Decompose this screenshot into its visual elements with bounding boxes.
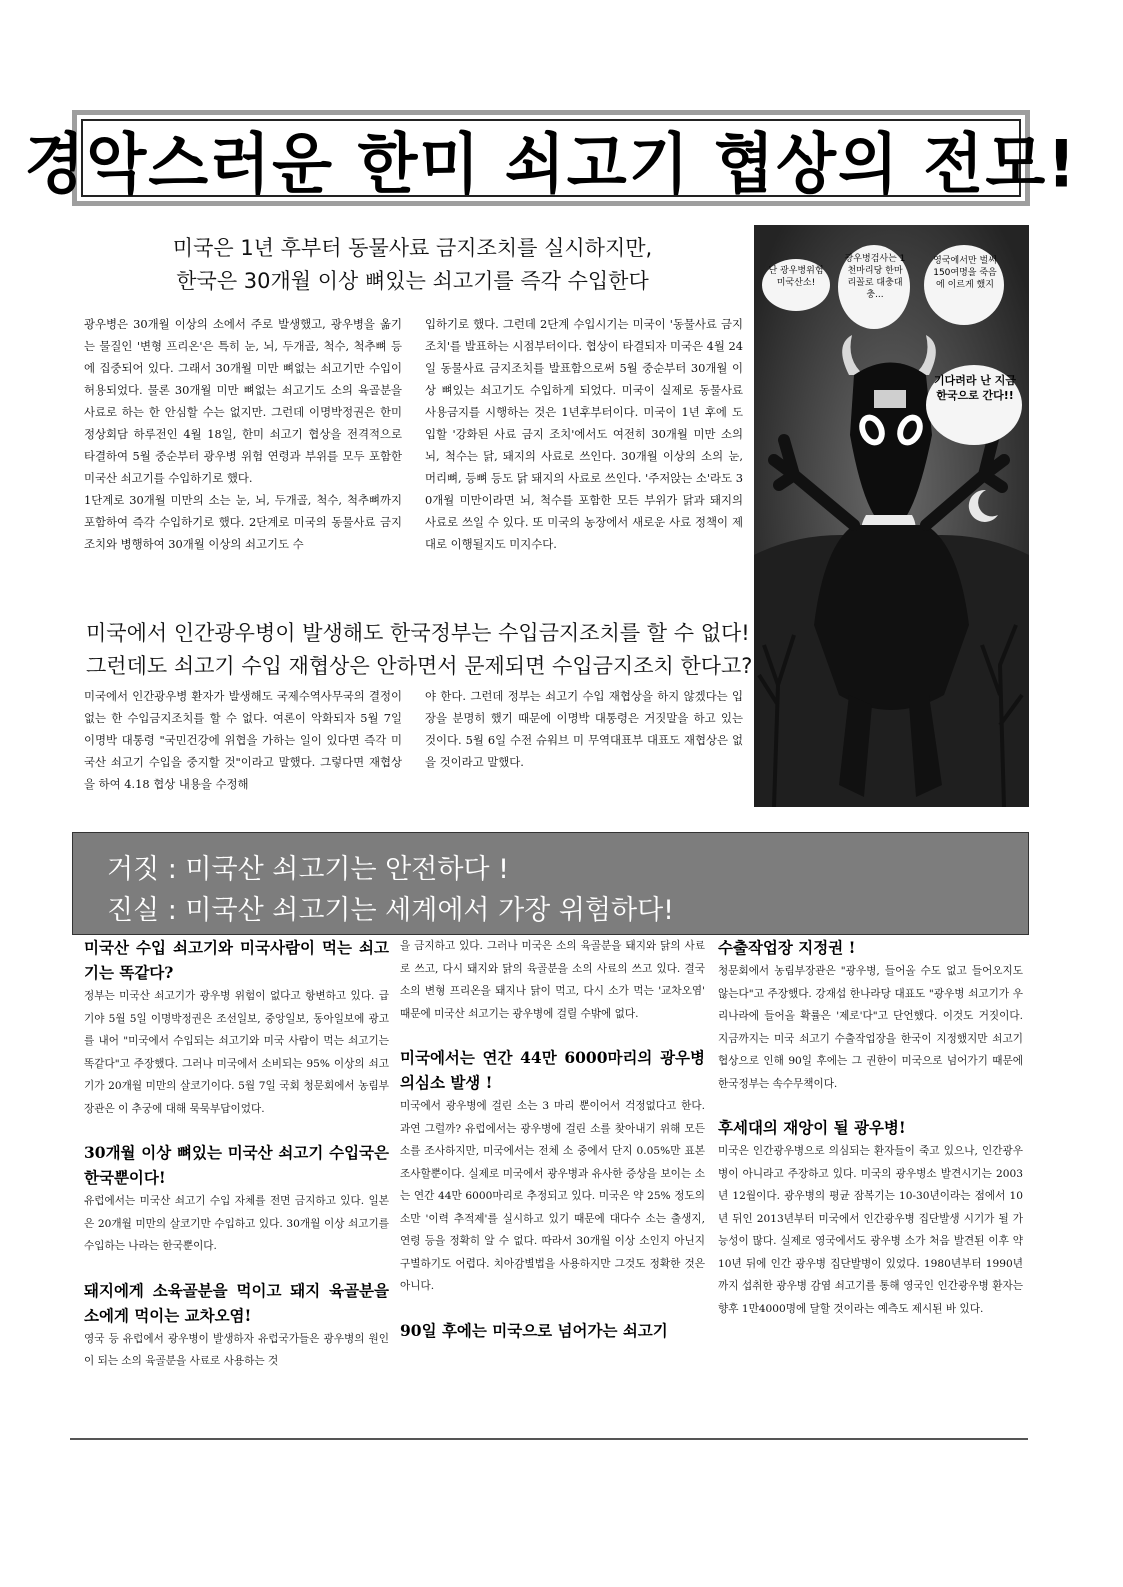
- column-paragraph: 정부는 미국산 쇠고기가 광우병 위험이 없다고 항변하고 있다. 급기야 5월 5일 이명박정권은 조선일보, 중앙일보, 동아일보에 광고를 내어 "미국에서 수입되는 쇠고기와 미국 사람이 먹는 쇠고기는 똑같다"고 주장했다. 그러나 미국에서 소비되는 95% 이상의 쇠고기가 20개월 미만의 살코기이다. 5월 7일 국회 청문회에서 농림부장관은 이 추궁에 대해 묵묵부답이었다.: [84, 990, 389, 1115]
- bottom-column-3: [718, 935, 1023, 1320]
- speech-bubble-2: [844, 253, 906, 325]
- section1-left-column: [84, 313, 402, 555]
- column-paragraph: 영국 등 유럽에서 광우병이 발생하자 유럽국가들은 광우병의 원인이 되는 소의 육골분을 사료로 사용하는 것: [84, 1332, 389, 1367]
- column-heading: 90일 후에는 미국으로 넘어가는 쇠고기: [400, 1320, 668, 1340]
- section1-paragraph: 입하기로 했다. 그런데 2단계 수입시기는 미국이 '동물사료 금지조치'를 발표하는 시점부터이다. 협상이 타결되자 미국은 4월 24일 동물사료 금지조치를 발표함으로써 5월 중순부터 30개월 이상 뼈있는 쇠고기도 수입하게 되었다. 미국이 실제로 동물사료 사용금지를 시행하는 것은 1년후부터이다. 미국이 1년 후에 도입할 '강화된 사료 금지 조치'에서도 여전히 30개월 미만 소의 뇌, 척수는 닭, 돼지의 사료로 쓰인다. 30개월 이상의 소의 눈, 머리뼈, 등뼈 등도 닭 돼지의 사료로 쓰인다. '주저앉는 소'라도 30개월 미만이라면 뇌, 척수를 포함한 모든 부위가 닭과 돼지의 사료로 쓰일 수 있다. 또 미국의 농장에서 새로운 사료 정책이 제대로 이행될지도 미지수다.: [425, 317, 743, 551]
- column-paragraph: 미국은 인간광우병으로 의심되는 환자들이 죽고 있으나, 인간광우병이 아니라고 주장하고 있다. 미국의 광우병소 발견시기는 2003년 12월이다. 광우병의 평균 잠복기는 10-30년이라는 점에서 10년 뒤인 2013년부터 미국에서 인간광우병 집단발생 시기가 될 가능성이 많다. 실제로 영국에서도 광우병 소가 처음 발견된 이후 약 10년 뒤에 인간 광우병 집단발병이 있었다. 1980년부터 1990년까지 섭취한 광우병 감염 쇠고기를 통해 영국인 인간광우병 환자는 향후 1만4000명에 달할 것이라는 예측도 제시된 바 있다.: [718, 1145, 1023, 1315]
- section1-paragraph: 1단계로 30개월 미만의 소는 눈, 뇌, 두개골, 척수, 척추뼈까지 포함하여 즉각 수입하기로 했다. 2단계로 미국의 동물사료 금지조치와 병행하여 30개월 이상의 쇠고기도 수: [84, 493, 402, 551]
- section1-heading: [80, 232, 745, 298]
- lie-truth-banner: [72, 832, 1029, 935]
- section2-right-column: [425, 685, 743, 773]
- banner-lie-line: 거짓 : 미국산 쇠고기는 안전하다 !: [107, 854, 509, 885]
- section1-paragraph: 광우병은 30개월 이상의 소에서 주로 발생했고, 광우병을 옮기는 물질인 '변형 프리온'은 특히 눈, 뇌, 두개골, 척수, 척추뼈 등에 집중되어 있다. 그래서 30개월 미만 뼈없는 쇠고기만 수입이 허용되었다. 물론 30개월 미만 뼈없는 쇠고기도 소의 육골분을 사료로 하는 한 안심할 수는 없지만. 그런데 이명박정권은 한미정상회담 하루전인 4월 18일, 한미 쇠고기 협상을 전격적으로 타결하여 5월 중순부터 광우병 위험 연령과 부위를 모두 포함한 미국산 쇠고기를 수입하기로 했다.: [84, 317, 402, 485]
- column-paragraph: 청문회에서 농림부장관은 "광우병, 들어올 수도 없고 들어오지도 않는다"고 주장했다. 강재섭 한나라당 대표도 "광우병 쇠고기가 우리나라에 들어올 확률은 '제로'다"고 단언했다. 이것도 거짓이다. 지금까지는 미국 쇠고기 수출작업장을 한국이 지정했지만 쇠고기 협상으로 인해 90일 후에는 그 권한이 미국으로 넘어가기 때문에 한국정부는 속수무책이다.: [718, 965, 1023, 1090]
- column-heading: 돼지에게 소육골분을 먹이고 돼지 육골분을 소에게 먹이는 교차오염!: [84, 1280, 389, 1325]
- speech-bubble-2-text: 광우병검사는 1천마리당 한마리꼴로 대충대충...: [844, 254, 906, 300]
- column-paragraph: 미국에서 광우병에 걸린 소는 3 마리 뿐이어서 걱정없다고 한다. 과연 그럴까? 유럽에서는 광우병에 걸린 소를 찾아내기 위해 모든 소를 조사하지만, 미국에서는 전체 소 중에서 단지 0.05%만 표본조사할뿐이다. 실제로 미국에서 광우병과 유사한 증상을 보이는 소는 연간 44만 6000마리로 추정되고 있다. 미국은 약 25% 정도의 소만 '이력 추적제'를 실시하고 있기 때문에 대다수 소는 출생지, 연령 등을 정확히 알 수 없다. 따라서 30개월 이상 소인지 아닌지 구별하기도 어렵다. 치아감별법을 사용하지만 그것도 정확한 것은 아니다.: [400, 1100, 705, 1292]
- section1-heading-line2: 한국은 30개월 이상 뼈있는 쇠고기를 즉각 수입한다: [176, 269, 649, 293]
- column-paragraph: 을 금지하고 있다. 그러나 미국은 소의 육골분을 돼지와 닭의 사료로 쓰고, 다시 돼지와 닭의 육골분을 소의 사료의 쓰고 있다. 결국 소의 변형 프리온을 돼지나 닭이 먹고, 다시 소가 먹는 '교차오염' 때문에 미국산 쇠고기는 광우병에 걸릴 수밖에 없다.: [400, 940, 705, 1020]
- section2-paragraph: 야 한다. 그런데 정부는 쇠고기 수입 재협상을 하지 않겠다는 입장을 분명히 했기 때문에 이명박 대통령은 거짓말을 하고 있는 것이다. 5월 6일 수전 슈워브 미 무역대표부 대표도 재협상은 없을 것이라고 말했다.: [425, 689, 743, 769]
- bottom-column-1: [84, 935, 389, 1373]
- speech-bubble-1: [766, 265, 826, 309]
- bottom-rule: [70, 1438, 1028, 1440]
- banner-truth-line: 진실 : 미국산 쇠고기는 세계에서 가장 위험하다!: [107, 895, 674, 926]
- column-heading: 미국산 수입 쇠고기와 미국사람이 먹는 쇠고기는 똑같다?: [84, 938, 389, 982]
- section2-paragraph: 미국에서 인간광우병 환자가 발생해도 국제수역사무국의 결정이 없는 한 수입금지조치를 할 수 없다. 여론이 악화되자 5월 7일 이명박 대통령 "국민건강에 위협을 가하는 일이 있다면 즉각 미국산 쇠고기 수입을 중지할 것"이라고 말했다. 그렇다면 재협상을 하여 4.18 협상 내용을 수정해: [84, 689, 402, 791]
- column-heading: 미국에서는 연간 44만 6000마리의 광우병 의심소 발생 !: [400, 1048, 705, 1092]
- speech-bubble-shout: [932, 373, 1018, 439]
- section2-left-column: [84, 685, 402, 795]
- speech-bubble-3: [930, 255, 1000, 317]
- section2-heading: [86, 617, 753, 683]
- speech-bubble-3-text: 영국에서만 벌써150여명을 죽음에 이르게 했지: [933, 256, 997, 290]
- section1-right-column: [425, 313, 743, 555]
- section1-heading-line1: 미국은 1년 후부터 동물사료 금지조치를 실시하지만,: [172, 236, 653, 260]
- bull-cartoon: [754, 225, 1029, 807]
- section2-heading-line1: 미국에서 인간광우병이 발생해도 한국정부는 수입금지조치를 할 수 없다!: [86, 621, 750, 645]
- bottom-column-2: [400, 935, 705, 1343]
- speech-bubble-shout-text: 기다려라 난 지금 한국으로 간다!!: [933, 374, 1017, 402]
- page-headline: 경악스러운 한미 쇠고기 협상의 전모!: [24, 124, 1078, 202]
- column-heading: 수출작업장 지정권 !: [718, 938, 856, 957]
- speech-bubble-1-text: 난 광우병위험 미국산소!: [768, 266, 824, 288]
- section2-heading-line2: 그런데도 쇠고기 수입 재협상은 안하면서 문제되면 수입금지조치 한다고?: [86, 654, 753, 678]
- column-heading: 30개월 이상 뼈있는 미국산 쇠고기 수입국은 한국뿐이다!: [84, 1143, 389, 1187]
- headline-box: [24, 110, 1078, 206]
- column-paragraph: 유럽에서는 미국산 쇠고기 수입 자체를 전면 금지하고 있다. 일본은 20개월 미만의 살코기만 수입하고 있다. 30개월 이상 쇠고기를 수입하는 나라는 한국뿐이다.: [84, 1195, 389, 1252]
- bull-cartoon-illustration: [754, 225, 1029, 807]
- column-heading: 후세대의 재앙이 될 광우병!: [718, 1118, 906, 1137]
